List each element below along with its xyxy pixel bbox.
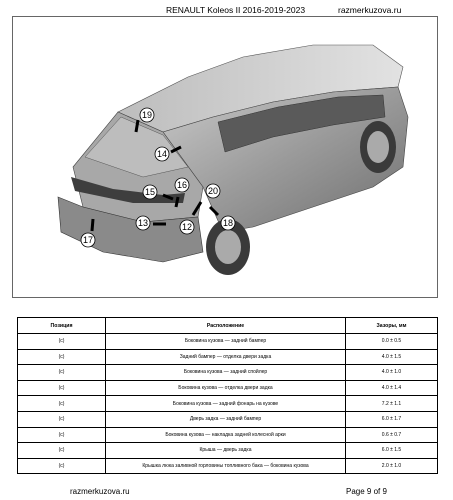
table-row xyxy=(18,334,438,350)
callout-19 xyxy=(140,108,154,122)
svg-text:13: 13 xyxy=(137,218,149,228)
cell-location: Дверь задка — задний бампер xyxy=(106,411,346,427)
gap-marker-19 xyxy=(136,120,138,132)
callout-13 xyxy=(136,216,150,230)
cell-position: (c) xyxy=(18,396,106,412)
cell-position: (c) xyxy=(18,365,106,381)
gap-marker-17 xyxy=(92,219,93,231)
cell-location: Боковина кузова — задний фонарь на кузове xyxy=(106,396,346,412)
table-row xyxy=(18,427,438,443)
cell-location: Боковина кузова — задний бампер xyxy=(106,334,346,350)
cell-position: (c) xyxy=(18,458,106,474)
cell-position: (c) xyxy=(18,427,106,443)
callout-17 xyxy=(81,233,95,247)
page-number: Page 9 of 9 xyxy=(346,487,387,496)
svg-text:20: 20 xyxy=(207,186,219,196)
header-gap: Зазоры, мм xyxy=(346,318,438,334)
callout-18 xyxy=(221,216,235,230)
header-site: razmerkuzova.ru xyxy=(338,5,402,15)
cell-location: Крыша — дверь задка xyxy=(106,443,346,459)
table-row xyxy=(18,349,438,365)
cell-location: Крышка люка заливной горловины топливного бака — боковина кузова xyxy=(106,458,346,474)
cell-gap: 4.0 ± 1.5 xyxy=(346,349,438,365)
cell-position: (c) xyxy=(18,380,106,396)
table-row xyxy=(18,380,438,396)
page-footer xyxy=(0,486,453,498)
svg-text:17: 17 xyxy=(82,235,94,245)
cell-gap: 4.0 ± 1.4 xyxy=(346,380,438,396)
cell-position: (c) xyxy=(18,349,106,365)
callout-14 xyxy=(155,147,169,161)
front-wheel-rim xyxy=(367,131,389,163)
callout-16 xyxy=(175,178,189,192)
cell-gap: 6.0 ± 1.5 xyxy=(346,443,438,459)
cell-location: Боковина кузова — задний спойлер xyxy=(106,365,346,381)
header-position: Позиция xyxy=(18,318,106,334)
table-header-row xyxy=(18,318,438,334)
svg-text:14: 14 xyxy=(156,149,168,159)
header-location: Расположение xyxy=(106,318,346,334)
callout-20 xyxy=(206,184,220,198)
callout-12 xyxy=(180,220,194,234)
svg-text:19: 19 xyxy=(141,110,153,120)
cell-location: Боковина кузова — отделка двери задка xyxy=(106,380,346,396)
footer-site: razmerkuzova.ru xyxy=(70,487,130,496)
cell-position: (c) xyxy=(18,334,106,350)
cell-gap: 4.0 ± 1.0 xyxy=(346,365,438,381)
cell-gap: 0.0 ± 0.5 xyxy=(346,334,438,350)
page-header xyxy=(0,3,453,15)
table-row xyxy=(18,443,438,459)
gap-marker-16 xyxy=(176,197,178,207)
car-rear-diagram xyxy=(13,17,437,297)
svg-text:12: 12 xyxy=(181,222,193,232)
gap-table xyxy=(17,317,437,484)
table-row xyxy=(18,396,438,412)
cell-gap: 0.6 ± 0.7 xyxy=(346,427,438,443)
svg-text:15: 15 xyxy=(144,187,156,197)
cell-location: Боковина кузова — накладка задней колесной арки xyxy=(106,427,346,443)
cell-gap: 7.2 ± 1.1 xyxy=(346,396,438,412)
cell-gap: 2.0 ± 1.0 xyxy=(346,458,438,474)
table-row xyxy=(18,411,438,427)
svg-text:16: 16 xyxy=(176,180,188,190)
rear-wheel-rim xyxy=(215,230,241,264)
cell-gap: 6.0 ± 1.7 xyxy=(346,411,438,427)
cell-position: (c) xyxy=(18,411,106,427)
callout-15 xyxy=(143,185,157,199)
svg-text:18: 18 xyxy=(222,218,234,228)
document-title: RENAULT Koleos II 2016-2019-2023 xyxy=(166,5,306,15)
cell-location: Задний бампер — отделка двери задка xyxy=(106,349,346,365)
table-row xyxy=(18,458,438,474)
table-row xyxy=(18,365,438,381)
cell-position: (c) xyxy=(18,443,106,459)
